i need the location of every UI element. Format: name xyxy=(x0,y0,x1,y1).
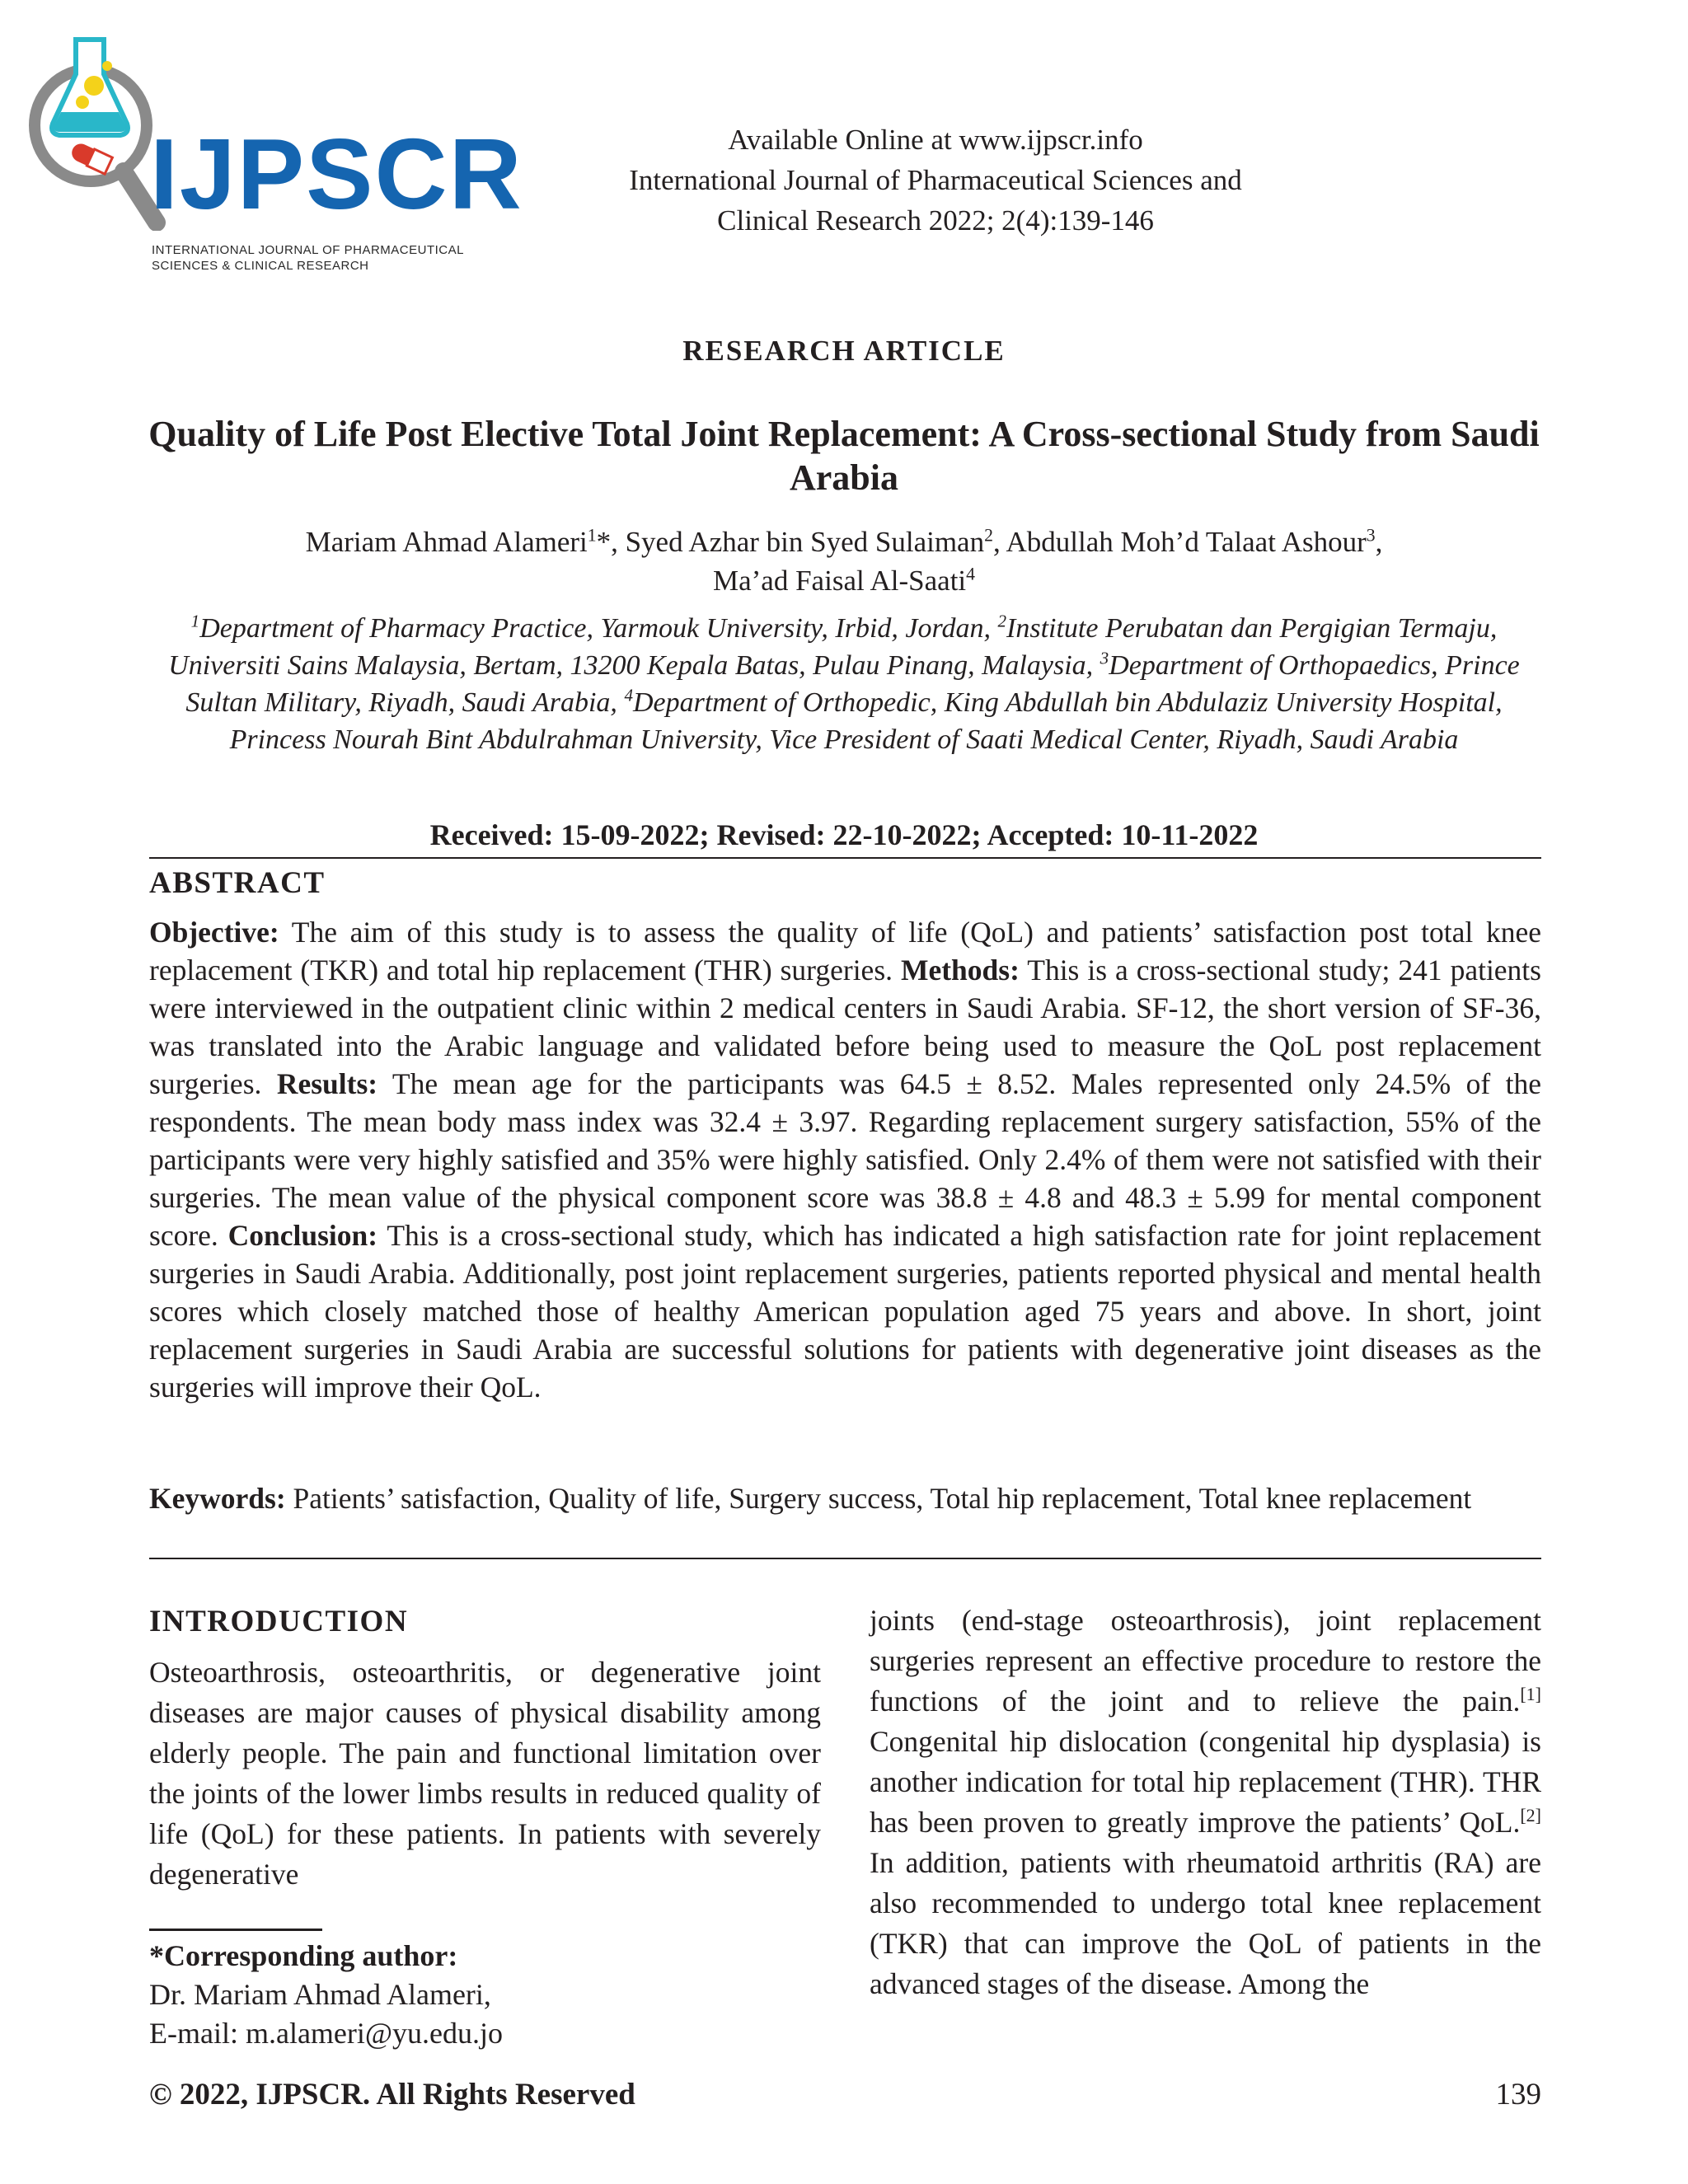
corresponding-label: *Corresponding author: xyxy=(149,1939,458,1972)
logo-subtitle: INTERNATIONAL JOURNAL OF PHARMACEUTICAL SCIENCES & CLINICAL RESEARCH xyxy=(152,243,464,273)
article-dates: Received: 15-09-2022; Revised: 22-10-2022; Accepted: 10-11-2022 xyxy=(429,818,1259,851)
author-list: Mariam Ahmad Alameri$^1$*, Syed Azhar bin Syed Sulaiman$^2$, Abdullah Moh’d Talaat Ashour$^3$, Ma’ad Faisal Al-Saati$^4$ xyxy=(305,525,1383,597)
keywords xyxy=(149,1479,1541,1517)
affiliations xyxy=(148,610,1540,758)
results-text: The mean age for the participants was 64.5 ± 8.52. Males represented only 24.5% of the respondents. The mean body mass index was 32.4 ± 3.97. Regarding replacement surgery satisfaction, 55% of the participants were very highly satisfied and 35% were highly satisfied. Only 2.4% of them were not satisfied with their surgeries. The mean value of the physical component score was 38.8 ± 4.8 and 48.3 ± 5.99 for mental component score. xyxy=(149,1067,1541,1252)
affiliation-text: Institute Perubatan dan Pergigian Termaju, Universiti Sains Malaysia, Bertam, 13200 Kepala Batas, Pulau Pinang, Malaysia, xyxy=(168,613,1498,681)
author-affiliation-mark: 4 xyxy=(966,564,975,584)
citation-ref: [1] xyxy=(1520,1684,1541,1705)
journal-logo xyxy=(18,33,523,273)
results-label: Results: xyxy=(276,1067,378,1100)
objective-text: The aim of this study is to assess the quality of life (QoL) and patients’ satisfaction post total knee replacement (TKR) and total hip replacement (THR) surgeries. xyxy=(149,916,1541,987)
author-affiliation-mark: 3 xyxy=(1366,525,1376,546)
author-affiliation-mark: 1 xyxy=(587,525,597,546)
introduction-col2 xyxy=(870,1601,1541,2004)
abstract-heading: ABSTRACT xyxy=(149,866,326,900)
corresponding-author xyxy=(149,1937,503,2053)
affiliation-mark: 3 xyxy=(1100,648,1109,668)
intro-text: Congenital hip dislocation (congenital hip dysplasia) is another indication for total hip replacement (THR). THR has been proven to greatly improve the patients’ QoL. xyxy=(870,1725,1541,1839)
corresponding-email: E-mail: m.alameri@yu.edu.jo xyxy=(149,2017,504,2050)
introduction-col1: Osteoarthrosis, osteoarthritis, or degenerative joint diseases are major causes of physical disability among elderly people. The pain and functional limitation over the joints of the lower limbs results in reduced quality of life (QoL) for these patients. In patients with severely degenerative xyxy=(149,1656,821,1891)
affiliation-text: Department of Pharmacy Practice, Yarmouk University, Irbid, Jordan, xyxy=(199,613,998,644)
keywords-text: Patients’ satisfaction, Quality of life, Surgery success, Total hip replacement, Total knee replacement xyxy=(285,1482,1472,1515)
article-title: Quality of Life Post Elective Total Joint Replacement: A Cross-sectional Study from Saudi Arabia xyxy=(148,414,1540,498)
affiliation-text: Department of Orthopaedics, Prince Sultan Military, Riyadh, Saudi Arabia, xyxy=(185,650,1520,718)
corresponding-star: *, xyxy=(596,526,626,558)
footer-copyright: © 2022, IJPSCR. All Rights Reserved xyxy=(149,2078,635,2111)
article-type: RESEARCH ARTICLE xyxy=(682,335,1006,367)
footnote-rule xyxy=(149,1929,322,1931)
abstract-text xyxy=(149,913,1541,1406)
intro-text: In addition, patients with rheumatoid arthritis (RA) are also recommended to undergo total knee replacement (TKR) that can improve the QoL of patients in the advanced stages of the disease. Among the xyxy=(870,1846,1541,2000)
author-name: Ma’ad Faisal Al-Saati xyxy=(713,565,967,597)
author-name: Mariam Ahmad Alameri xyxy=(305,526,588,558)
author-name: Syed Azhar bin Syed Sulaiman xyxy=(625,526,985,558)
logo-wordmark: IJPSCR xyxy=(150,118,523,230)
corresponding-name: Dr. Mariam Ahmad Alameri, xyxy=(149,1978,491,2011)
page-number: 139 xyxy=(1495,2078,1541,2111)
divider-line xyxy=(149,857,1541,859)
keywords-label: Keywords: xyxy=(149,1482,286,1515)
author-affiliation-mark: 2 xyxy=(984,525,993,546)
intro-text: joints (end-stage osteoarthrosis), joint replacement surgeries represent an effective procedure to restore the functions of the joint and to relieve the pain. xyxy=(870,1604,1541,1718)
conclusion-text: This is a cross-sectional study, which has indicated a high satisfaction rate for joint replacement surgeries in Saudi Arabia. Additionally, post joint replacement surgeries, patients reported physical and mental health scores which closely matched those of healthy American population aged 75 years and above. In short, joint replacement surgeries in Saudi Arabia are successful solutions for patients with degenerative joint diseases as the surgeries will improve their QoL. xyxy=(149,1219,1541,1404)
header-availability: Available Online at www.ijpscr.info xyxy=(728,124,1143,156)
affiliation-mark: 1 xyxy=(190,611,200,631)
affiliation-text: Department of Orthopedic, King Abdullah bin Abdulaziz University Hospital, Princess Nourah Bint Abdulrahman University, Vice President of Saati Medical Center, Riyadh, Saudi Arabia xyxy=(229,687,1503,755)
header-citation: Clinical Research 2022; 2(4):139-146 xyxy=(717,204,1154,237)
divider-line xyxy=(149,1558,1541,1559)
affiliation-mark: 4 xyxy=(624,685,633,705)
author-name: Abdullah Moh’d Talaat Ashour xyxy=(1006,526,1367,558)
methods-text: This is a cross-sectional study; 241 patients were interviewed in the outpatient clinic within 2 medical centers in Saudi Arabia. SF-12, the short version of SF-36, was translated into the Arabic language and validated before being used to measure the QoL post replacement surgeries. xyxy=(149,954,1541,1100)
affiliation-mark: 2 xyxy=(997,611,1007,631)
methods-label: Methods: xyxy=(900,954,1020,987)
introduction-heading: INTRODUCTION xyxy=(149,1605,409,1638)
citation-ref: [2] xyxy=(1520,1805,1541,1826)
objective-label: Objective: xyxy=(149,916,279,949)
conclusion-label: Conclusion: xyxy=(227,1219,378,1252)
header-journal-name: International Journal of Pharmaceutical Sciences and xyxy=(629,164,1242,196)
